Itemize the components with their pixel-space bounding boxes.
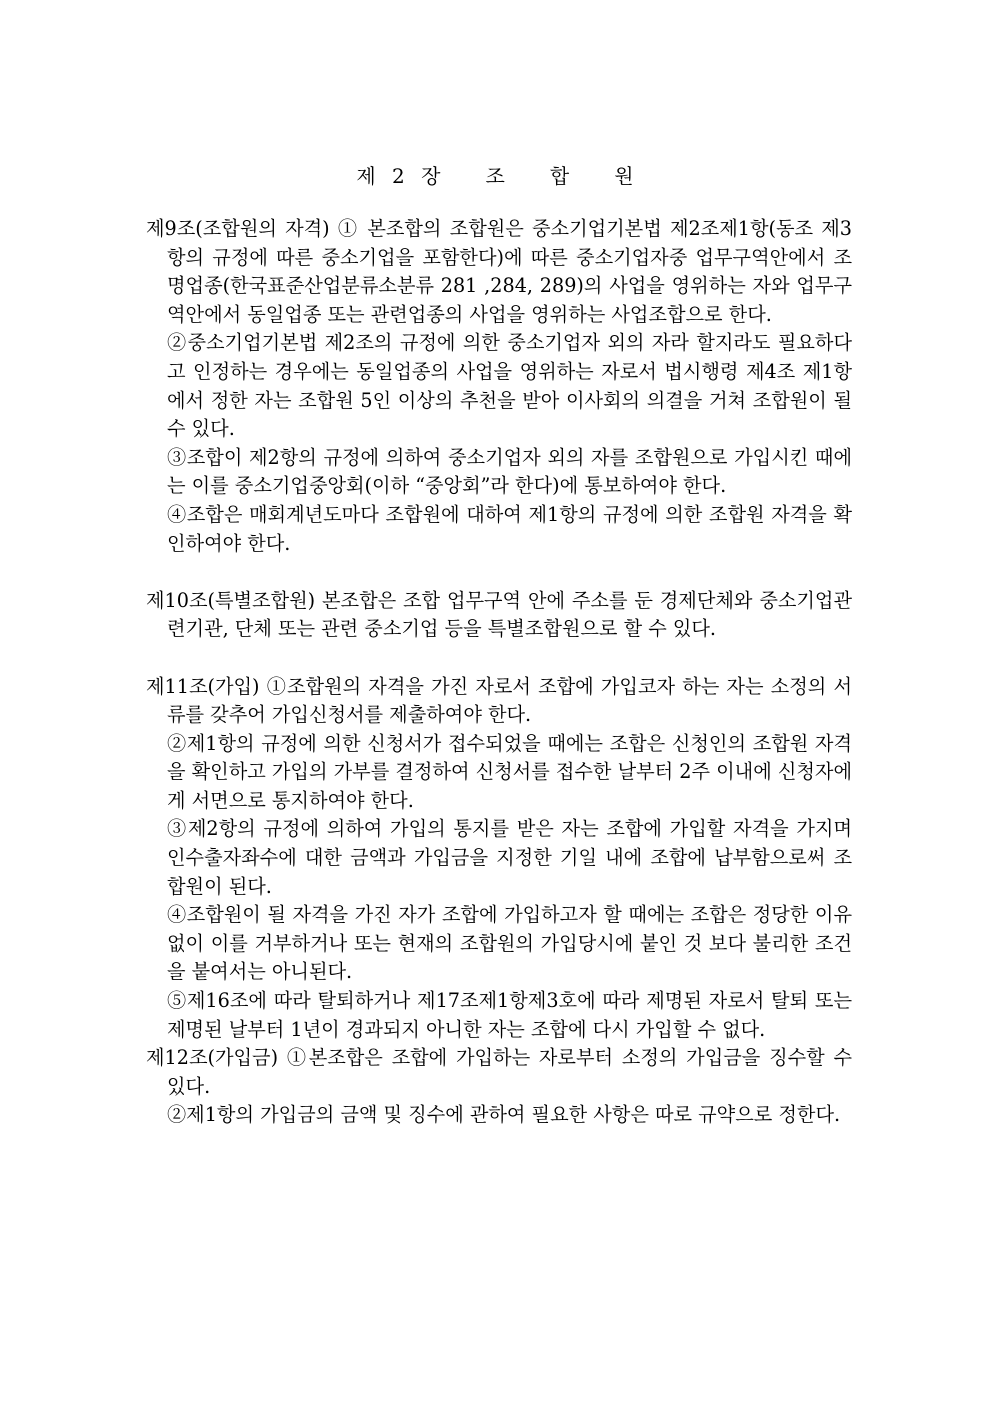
article-9-clause-3: ③조합이 제2항의 규정에 의하여 중소기업자 외의 자를 조합원으로 가입시킨 때에는 이를 중소기업중앙회(이하 “중앙회”라 한다)에 통보하여야 한다. [167,445,852,498]
article-9-clause-4: ④조합은 매회계년도마다 조합원에 대하여 제1항의 규정에 의한 조합원 자격을 확인하여야 한다. [167,502,852,555]
article-10 [146,587,852,644]
article-11 [146,673,852,1045]
article-9 [146,215,852,558]
article-11-clause-4: ④조합원이 될 자격을 가진 자가 조합에 가입하고자 할 때에는 조합은 정당한 이유없이 이를 거부하거나 또는 현재의 조합원의 가입당시에 붙인 것 보다 불리한 조건을 붙여서는 아니된다. [167,903,852,984]
article-11-clause-2: ②제1항의 규정에 의한 신청서가 접수되었을 때에는 조합은 신청인의 조합원 자격을 확인하고 가입의 가부를 결정하여 신청서를 접수한 날부터 2주 이내에 신청자에게 서면으로 통지하여야 한다. [167,731,852,812]
article-12 [146,1044,852,1130]
document-body [146,215,852,1130]
article-11-clause-3: ③제2항의 규정에 의하여 가입의 통지를 받은 자는 조합에 가입할 자격을 가지며 인수출자좌수에 대한 금액과 가입금을 지정한 기일 내에 조합에 납부함으로써 조합원이 된다. [167,817,852,898]
article-12-clause-1: 제12조(가입금) ①본조합은 조합에 가입하는 자로부터 소정의 가입금을 징수할 수 있다. [146,1046,852,1098]
article-12-clause-2: ②제1항의 가입금의 금액 및 징수에 관하여 필요한 사항은 따로 규약으로 정한다. [167,1103,841,1127]
article-9-clause-2: ②중소기업기본법 제2조의 규정에 의한 중소기업자 외의 자라 할지라도 필요하다고 인정하는 경우에는 동일업종의 사업을 영위하는 자로서 법시행령 제4조 제1항에서 정한 자는 조합원 5인 이상의 추천을 받아 이사회의 의결을 거쳐 조합원이 될 수 있다. [167,331,852,441]
article-11-clause-5: ⑤제16조에 따라 탈퇴하거나 제17조제1항제3호에 따라 제명된 자로서 탈퇴 또는 제명된 날부터 1년이 경과되지 아니한 자는 조합에 다시 가입할 수 없다. [167,989,852,1041]
chapter-title: 제 2 장 조 합 원 [356,164,636,188]
article-10-clause-1: 제10조(특별조합원) 본조합은 조합 업무구역 안에 주소를 둔 경제단체와 중소기업관련기관, 단체 또는 관련 중소기업 등을 특별조합원으로 할 수 있다. [146,588,852,641]
article-9-clause-1: 제9조(조합원의 자격) ① 본조합의 조합원은 중소기업기본법 제2조제1항(동조 제3항의 규정에 따른 중소기업을 포함한다)에 따른 중소기업자중 업무구역안에서 조명업종(한국표준산업분류소분류 281 ,284, 289)의 사업을 영위하는 자와 업무구역안에서 동일업종 또는 관련업종의 사업을 영위하는 사업조합으로 한다. [146,217,852,326]
article-11-clause-1: 제11조(가입) ①조합원의 자격을 가진 자로서 조합에 가입코자 하는 자는 소정의 서류를 갖추어 가입신청서를 제출하여야 한다. [146,674,852,727]
